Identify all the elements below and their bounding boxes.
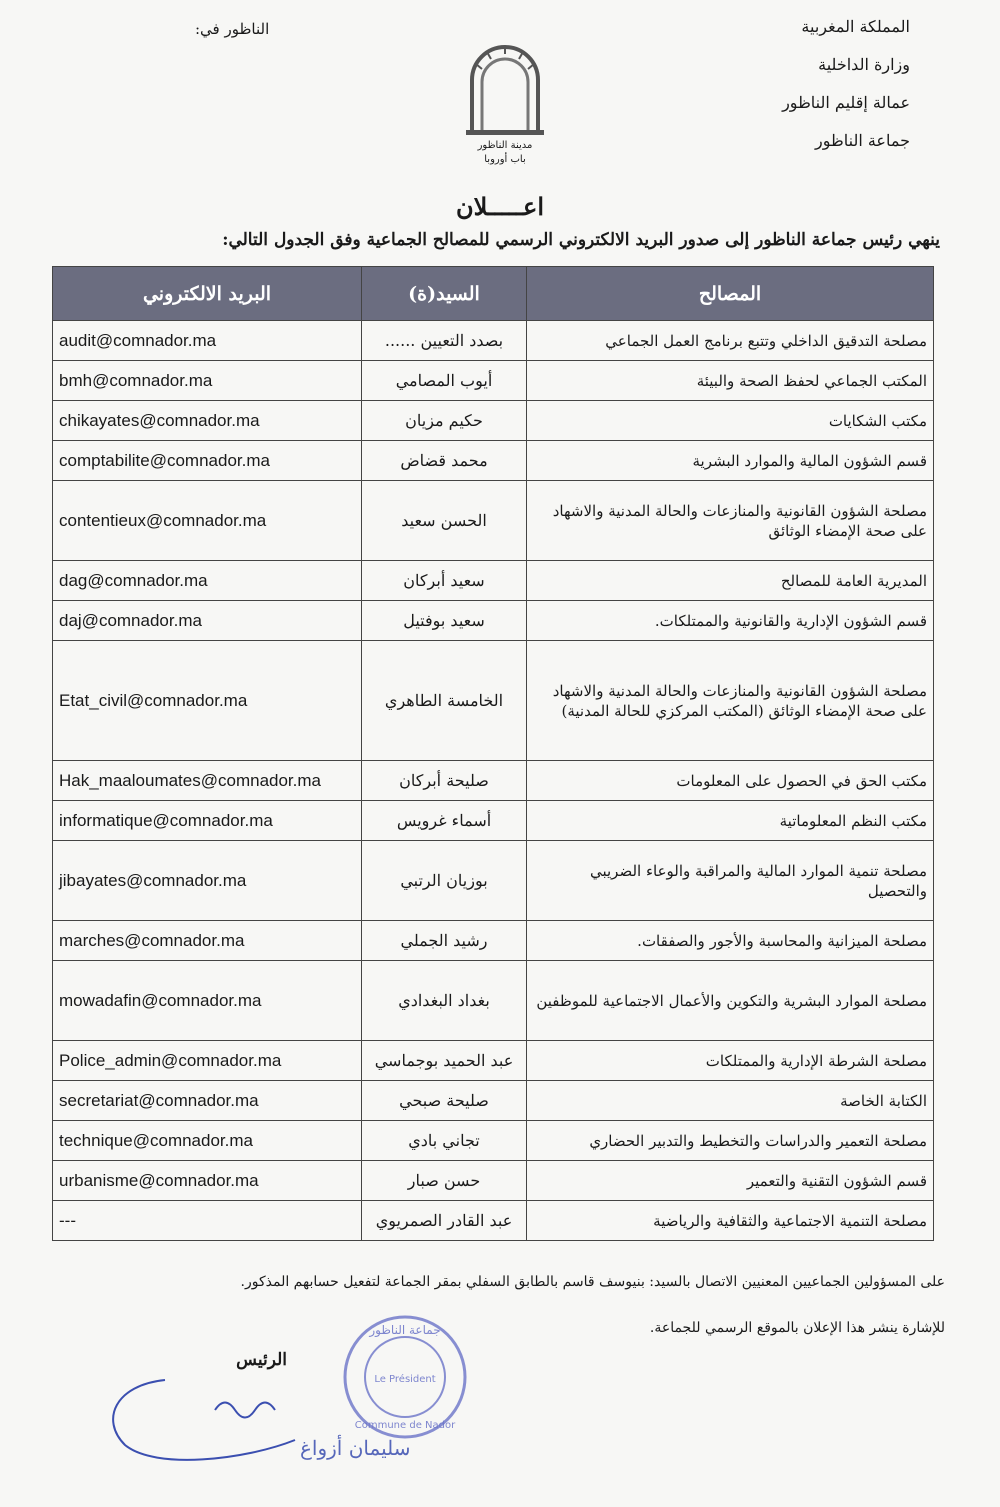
table-row <box>53 321 934 361</box>
email-cell: bmh@comnador.ma <box>53 361 362 401</box>
service-cell: مصلحة الشؤون القانونية والمنازعات والحالة المدنية والاشهاد على صحة الإمضاء الوثائق (المكتب المركزي للحالة المدنية) <box>527 641 934 761</box>
email-cell: chikayates@comnador.ma <box>53 401 362 441</box>
email-cell: --- <box>53 1201 362 1241</box>
official-stamp <box>340 1312 470 1442</box>
logo-subtitle: باب أوروبا <box>484 154 526 165</box>
person-cell: الحسن سعيد <box>362 481 527 561</box>
service-cell: مصلحة الشؤون القانونية والمنازعات والحالة المدنية والاشهاد على صحة الإمضاء الوثائق <box>527 481 934 561</box>
table-row <box>53 641 934 761</box>
person-cell: بغداد البغدادي <box>362 961 527 1041</box>
stamp-bottom-text: Commune de Nador <box>354 1420 456 1431</box>
table-row <box>53 401 934 441</box>
email-cell: informatique@comnador.ma <box>53 801 362 841</box>
province-line: عمالة إقليم الناظور <box>782 93 910 112</box>
email-cell: jibayates@comnador.ma <box>53 841 362 921</box>
service-cell: المكتب الجماعي لحفظ الصحة والبيئة <box>527 361 934 401</box>
table-row <box>53 801 934 841</box>
table-header-row <box>53 267 934 321</box>
table-row <box>53 441 934 481</box>
service-cell: قسم الشؤون الإدارية والقانونية والممتلكات. <box>527 601 934 641</box>
table-row <box>53 1161 934 1201</box>
person-cell: أسماء غرويس <box>362 801 527 841</box>
table-row <box>53 841 934 921</box>
person-cell: عبد القادر الصمريوي <box>362 1201 527 1241</box>
email-cell: Police_admin@comnador.ma <box>53 1041 362 1081</box>
stamp-top-text: جماعة الناظور <box>369 1323 441 1337</box>
service-cell: مصلحة الشرطة الإدارية والممتلكات <box>527 1041 934 1081</box>
email-cell: urbanisme@comnador.ma <box>53 1161 362 1201</box>
header-person: السيد(ة) <box>362 267 527 321</box>
email-cell: technique@comnador.ma <box>53 1121 362 1161</box>
stamp-middle-text: Le Président <box>374 1374 436 1385</box>
person-cell: صليحة أبركان <box>362 761 527 801</box>
person-cell: بوزيان الرتبي <box>362 841 527 921</box>
table-row <box>53 1121 934 1161</box>
commune-line: جماعة الناظور <box>815 131 910 150</box>
service-cell: قسم الشؤون التقنية والتعمير <box>527 1161 934 1201</box>
email-cell: mowadafin@comnador.ma <box>53 961 362 1041</box>
email-cell: dag@comnador.ma <box>53 561 362 601</box>
service-cell: قسم الشؤون المالية والموارد البشرية <box>527 441 934 481</box>
person-cell: تجاني بادي <box>362 1121 527 1161</box>
person-cell: سعيد أبركان <box>362 561 527 601</box>
service-cell: مصلحة الميزانية والمحاسبة والأجور والصفقات. <box>527 921 934 961</box>
person-cell: بصدد التعيين ...... <box>362 321 527 361</box>
service-cell: مصلحة تنمية الموارد المالية والمراقبة والوعاء الضريبي والتحصيل <box>527 841 934 921</box>
person-cell: حكيم مزيان <box>362 401 527 441</box>
header-email: البريد الالكتروني <box>53 267 362 321</box>
email-cell: contentieux@comnador.ma <box>53 481 362 561</box>
table-row <box>53 561 934 601</box>
table-row <box>53 1201 934 1241</box>
service-cell: الكتابة الخاصة <box>527 1081 934 1121</box>
service-cell: مصلحة التنمية الاجتماعية والثقافية والرياضية <box>527 1201 934 1241</box>
table-row <box>53 761 934 801</box>
person-cell: أيوب المصامي <box>362 361 527 401</box>
service-cell: مكتب الحق في الحصول على المعلومات <box>527 761 934 801</box>
announcement-title: اعـــــلان <box>455 192 545 221</box>
table-row <box>53 1041 934 1081</box>
email-cell: daj@comnador.ma <box>53 601 362 641</box>
kingdom-line: المملكة المغربية <box>801 17 910 36</box>
email-cell: secretariat@comnador.ma <box>53 1081 362 1121</box>
service-cell: مكتب النظم المعلوماتية <box>527 801 934 841</box>
service-cell: مصلحة الموارد البشرية والتكوين والأعمال الاجتماعية للموظفين <box>527 961 934 1041</box>
table-row <box>53 1081 934 1121</box>
letterhead <box>670 8 910 160</box>
person-cell: عبد الحميد بوجماسي <box>362 1041 527 1081</box>
person-cell: رشيد الجملي <box>362 921 527 961</box>
email-cell: marches@comnador.ma <box>53 921 362 961</box>
signature-name: سليمان أزواغ <box>300 1436 411 1460</box>
publish-note: للإشارة ينشر هذا الإعلان بالموقع الرسمي للجماعة. <box>649 1320 945 1336</box>
table-row <box>53 361 934 401</box>
city-logo <box>455 38 555 168</box>
person-cell: سعيد بوفتيل <box>362 601 527 641</box>
contact-note: على المسؤولين الجماعيين المعنيين الاتصال بالسيد: بنيوسف قاسم بالطابق السفلي بمقر الجماعة لتفعيل حسابهم المذكور. <box>240 1274 945 1290</box>
header-service: المصالح <box>527 267 934 321</box>
ministry-line: وزارة الداخلية <box>818 55 910 74</box>
table-row <box>53 961 934 1041</box>
place-date: الناظور في: <box>195 20 270 38</box>
arch-gate-icon <box>460 38 550 138</box>
email-cell: audit@comnador.ma <box>53 321 362 361</box>
service-cell: مكتب الشكايات <box>527 401 934 441</box>
table-row <box>53 481 934 561</box>
service-email-table <box>52 266 934 1241</box>
service-cell: مصلحة التدقيق الداخلي وتتبع برنامج العمل الجماعي <box>527 321 934 361</box>
person-cell: صليحة صبحي <box>362 1081 527 1121</box>
service-cell: مصلحة التعمير والدراسات والتخطيط والتدبير الحضاري <box>527 1121 934 1161</box>
email-cell: Hak_maaloumates@comnador.ma <box>53 761 362 801</box>
table-row <box>53 921 934 961</box>
person-cell: حسن صبار <box>362 1161 527 1201</box>
email-cell: Etat_civil@comnador.ma <box>53 641 362 761</box>
person-cell: الخامسة الطاهري <box>362 641 527 761</box>
person-cell: محمد قضاض <box>362 441 527 481</box>
signature-title: الرئيس <box>236 1350 287 1370</box>
logo-city-name: مدينة الناظور <box>477 140 533 151</box>
table-row <box>53 601 934 641</box>
service-cell: المديرية العامة للمصالح <box>527 561 934 601</box>
email-cell: comptabilite@comnador.ma <box>53 441 362 481</box>
announcement-intro: ينهي رئيس جماعة الناظور إلى صدور البريد الالكتروني الرسمي للمصالح الجماعية وفق الجدول التالي: <box>222 230 940 250</box>
